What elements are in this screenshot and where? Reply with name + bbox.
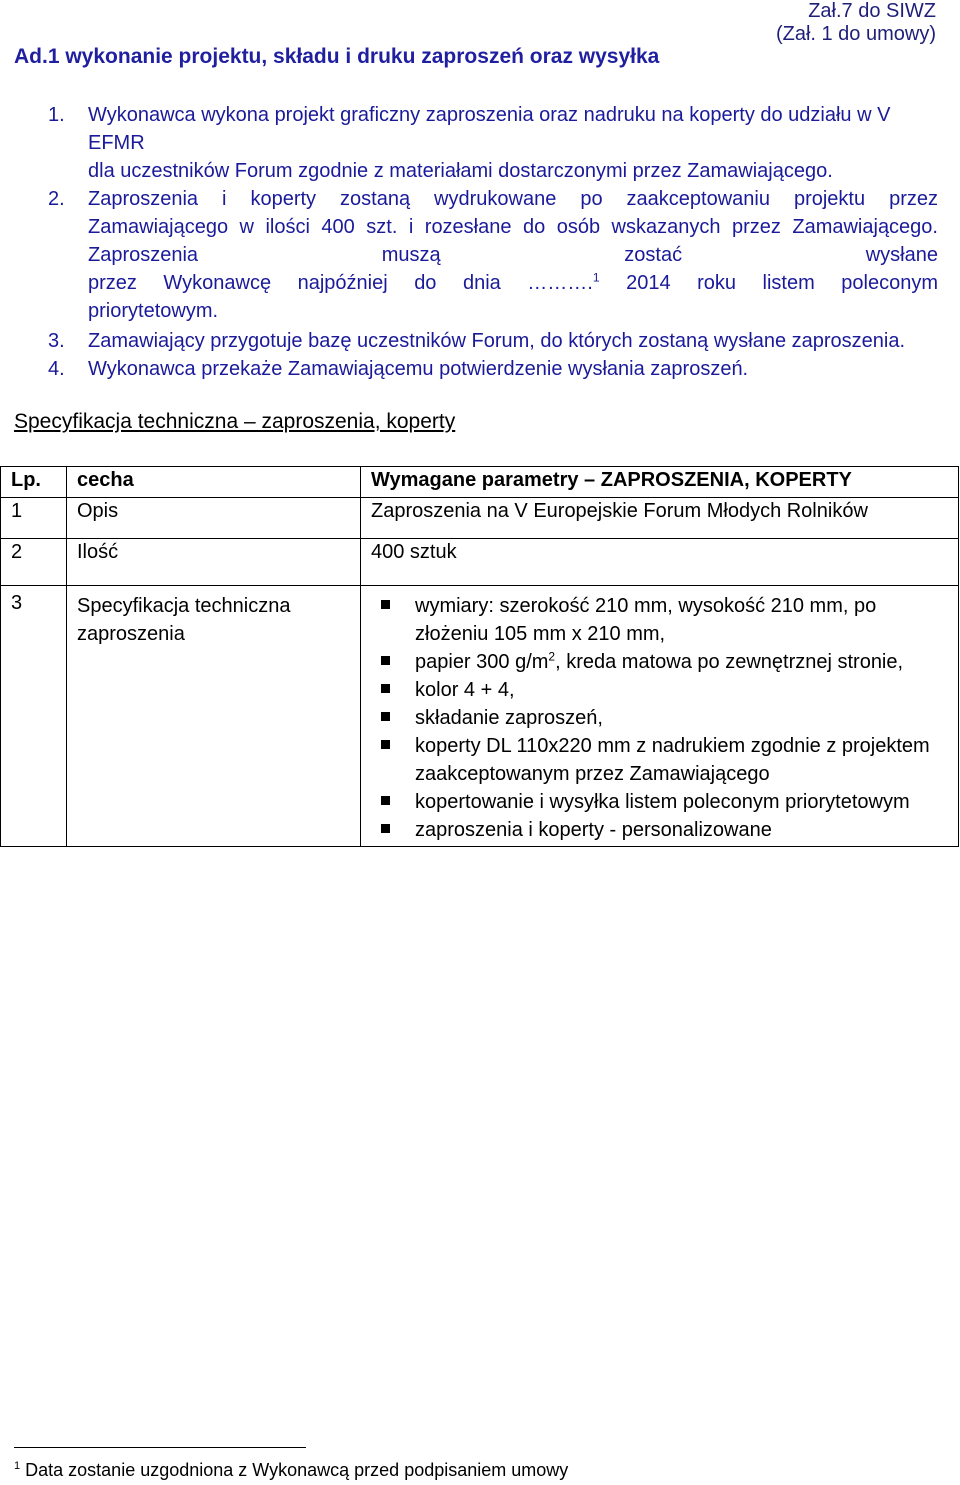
cell-cecha-text: Specyfikacja techniczna zaproszenia	[77, 595, 291, 645]
cell-value: Zaproszenia na V Europejskie Forum Młodych Rolników	[361, 498, 959, 539]
item-number: 1.	[48, 104, 65, 126]
deadline-text: przez Wykonawcę najpóźniej do dnia ……….	[88, 272, 593, 294]
column-header-lp: Lp.	[1, 467, 67, 498]
bullet-list	[371, 592, 948, 844]
cell-lp: 3	[1, 586, 67, 847]
item-line: Zaproszenia i koperty zostaną wydrukowane po zaakceptowaniu projektu przez	[88, 188, 938, 210]
section-title	[14, 410, 455, 434]
bullet-text-tail: , kreda matowa po zewnętrznej stronie,	[555, 651, 904, 673]
item-line: EFMR	[88, 132, 145, 154]
annex-label	[776, 0, 936, 46]
table-row	[1, 539, 959, 586]
cell-cecha: Opis	[67, 498, 361, 539]
bullet-item: zaproszenia i koperty - personalizowane	[371, 816, 948, 844]
section-title-text: Specyfikacja techniczna – zaproszenia, koperty	[14, 410, 456, 433]
bullet-text: papier 300 g/m	[415, 651, 549, 673]
bullet-item: składanie zaproszeń,	[371, 704, 948, 732]
item-line: Zamawiający przygotuje bazę uczestników Forum, do których zostaną wysłane zaproszenia.	[88, 330, 906, 352]
item-number: 3.	[48, 330, 65, 352]
superscript: 2	[548, 649, 556, 664]
cell-cecha: Ilość	[67, 539, 361, 586]
cell-lp: 1	[1, 498, 67, 539]
cell-cecha	[67, 586, 361, 847]
deadline-tail: 2014 roku listem poleconym	[599, 272, 938, 294]
document-heading: Ad.1 wykonanie projektu, składu i druku zaproszeń oraz wysyłka	[14, 45, 660, 68]
bullet-item: koperty DL 110x220 mm z nadrukiem zgodnie z projektem zaakceptowanym przez Zamawiającego	[371, 732, 948, 788]
footnote-marker: 1	[592, 270, 600, 285]
footnote-divider	[14, 1447, 306, 1448]
column-header-parametry: Wymagane parametry – ZAPROSZENIA, KOPERTY	[361, 467, 959, 498]
item-line: priorytetowym.	[88, 300, 219, 322]
table-header-row	[1, 467, 959, 498]
annex-line-1: Zał.7 do SIWZ	[808, 0, 936, 22]
item-line: Zaproszenia muszą zostać wysłane	[88, 244, 938, 266]
item-line: Wykonawca przekaże Zamawiającemu potwierdzenie wysłania zaproszeń.	[88, 358, 749, 380]
bullet-item: wymiary: szerokość 210 mm, wysokość 210 mm, po złożeniu 105 mm x 210 mm,	[371, 592, 948, 648]
item-line: dla uczestników Forum zgodnie z materiałami dostarczonymi przez Zamawiającego.	[88, 160, 833, 182]
table-row	[1, 498, 959, 539]
spec-table	[0, 466, 959, 847]
footnote-text: Data zostanie uzgodniona z Wykonawcą przed podpisaniem umowy	[25, 1460, 569, 1480]
bullet-item: kopertowanie i wysyłka listem poleconym priorytetowym	[371, 788, 948, 816]
footnote-marker: 1	[14, 1460, 21, 1472]
item-line: Zamawiającego w ilości 400 szt. i rozesłane do osób wskazanych przez Zamawiającego.	[88, 216, 938, 238]
bullet-item	[371, 648, 948, 676]
annex-line-2: (Zał. 1 do umowy)	[775, 23, 936, 45]
item-number: 2.	[48, 188, 65, 210]
item-number: 4.	[48, 358, 65, 380]
cell-lp: 2	[1, 539, 67, 586]
bullet-item: kolor 4 + 4,	[371, 676, 948, 704]
cell-value: 400 sztuk	[361, 539, 959, 586]
column-header-cecha: cecha	[67, 467, 361, 498]
footnote	[14, 1460, 568, 1481]
table-row	[1, 586, 959, 847]
item-line: Wykonawca wykona projekt graficzny zaproszenia oraz nadruku na koperty do udziału w V	[88, 104, 891, 126]
cell-bullet-list	[361, 586, 959, 847]
item-line	[88, 269, 938, 297]
